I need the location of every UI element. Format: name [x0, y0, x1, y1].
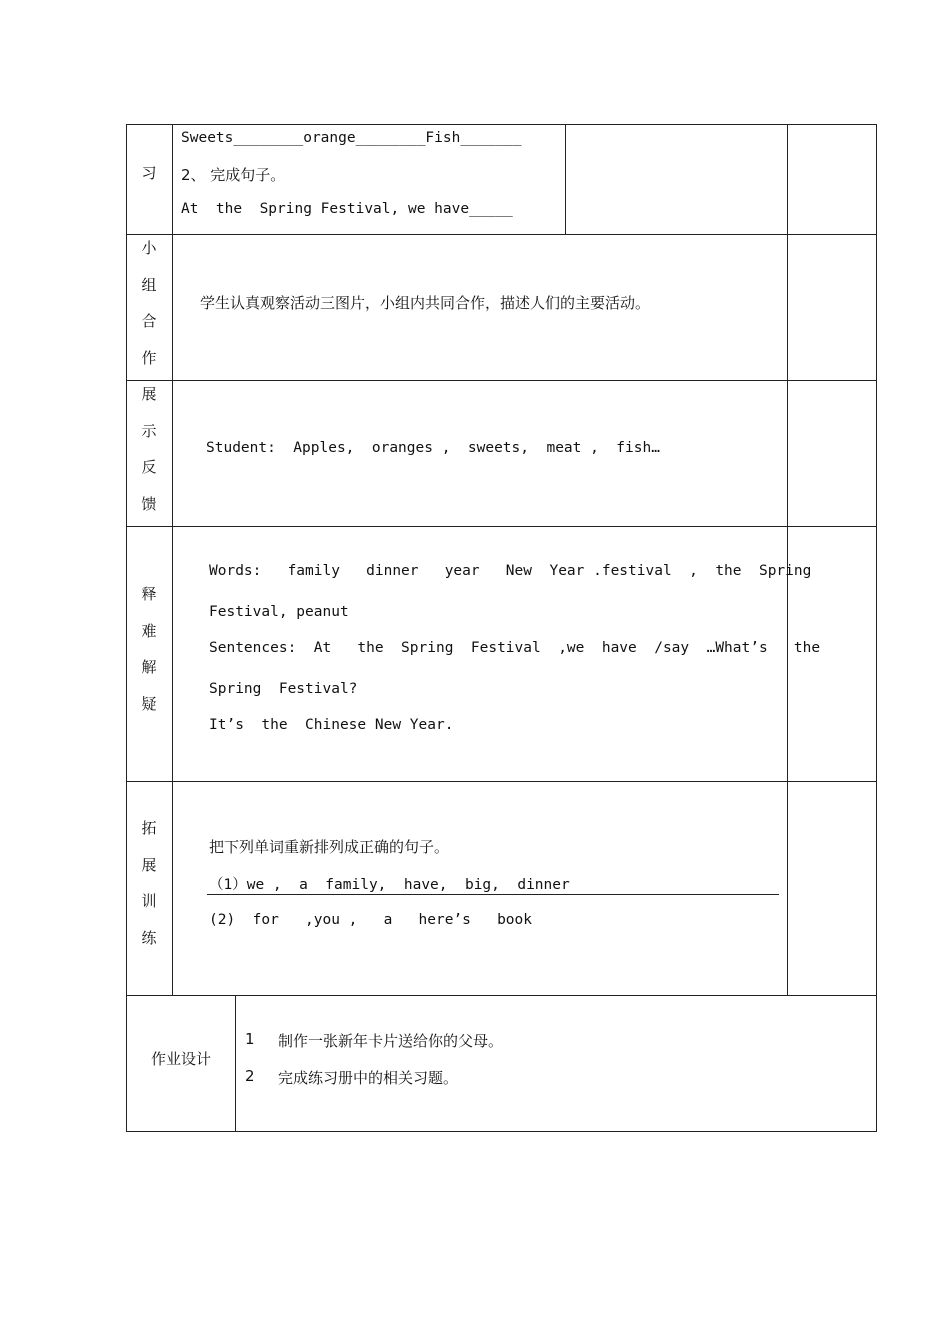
label-char: 馈 — [141, 494, 157, 513]
label-char: 释 — [141, 585, 157, 603]
homework-item-number: 2 — [245, 1067, 255, 1085]
extend-item-1: （1）we , a family, have, big, dinner — [209, 877, 570, 893]
homework-item-text: 完成练习册中的相关习题。 — [278, 1069, 459, 1087]
practice-complete-heading: 2、 完成句子。 — [181, 166, 286, 184]
label-char: 练 — [141, 928, 157, 947]
practice-fill-line: Sweets________orange________Fish_______ — [181, 130, 522, 146]
row-divider — [126, 995, 877, 996]
label-char: 示 — [141, 421, 157, 440]
label-char: 组 — [141, 275, 157, 294]
homework-item-text: 制作一张新年卡片送给你的父母。 — [278, 1032, 504, 1050]
table-border-right — [876, 124, 877, 1132]
label-char: 拓 — [141, 819, 157, 837]
group-activity-text: 学生认真观察活动三图片，小组内共同合作，描述人们的主要活动。 — [200, 294, 651, 312]
label-char: 解 — [141, 658, 157, 676]
notes-column-divider — [787, 124, 788, 996]
practice-label-char: 习 — [141, 164, 157, 182]
label-char: 难 — [141, 621, 157, 640]
explain-words-line: Words: family dinner year New Year .festival , the Spring — [209, 563, 812, 579]
practice-sentence-line: At the Spring Festival, we have_____ — [181, 201, 513, 217]
row-divider — [126, 526, 877, 527]
explain-sentences-line: Sentences: At the Spring Festival ,we have /say …What’s the — [209, 640, 821, 656]
row-divider — [126, 380, 877, 381]
explain-sentences-line-2: Spring Festival? — [209, 681, 358, 697]
explain-label — [126, 576, 172, 722]
homework-item-number: 1 — [245, 1030, 255, 1048]
label-char: 展 — [141, 855, 157, 874]
table-border-bottom — [126, 1131, 877, 1132]
label-char: 作 — [141, 348, 157, 367]
label-char: 小 — [141, 239, 157, 257]
label-char: 训 — [141, 892, 157, 910]
extend-item-2: (2) for ,you , a here’s book — [209, 912, 533, 928]
row-divider — [126, 234, 877, 235]
practice-label — [126, 155, 172, 192]
answer-line — [207, 894, 779, 895]
label-char: 反 — [141, 458, 157, 476]
row-divider — [126, 781, 877, 782]
feedback-student-text: Student: Apples, oranges , sweets, meat , fish… — [206, 440, 660, 456]
label-char: 合 — [141, 312, 157, 330]
homework-label: 作业设计 — [150, 1050, 211, 1068]
label-char: 疑 — [141, 694, 157, 713]
group-label — [126, 230, 172, 376]
extend-instruction: 把下列单词重新排列成正确的句子。 — [209, 838, 450, 856]
feedback-label — [126, 376, 172, 522]
practice-inner-divider — [565, 124, 566, 235]
extend-label — [126, 810, 172, 956]
explain-words-line-2: Festival, peanut — [209, 604, 349, 620]
explain-sentences-line-3: It’s the Chinese New Year. — [209, 717, 454, 733]
label-char: 展 — [141, 385, 157, 403]
label-column-divider — [172, 124, 173, 996]
table-border-top — [126, 124, 877, 125]
